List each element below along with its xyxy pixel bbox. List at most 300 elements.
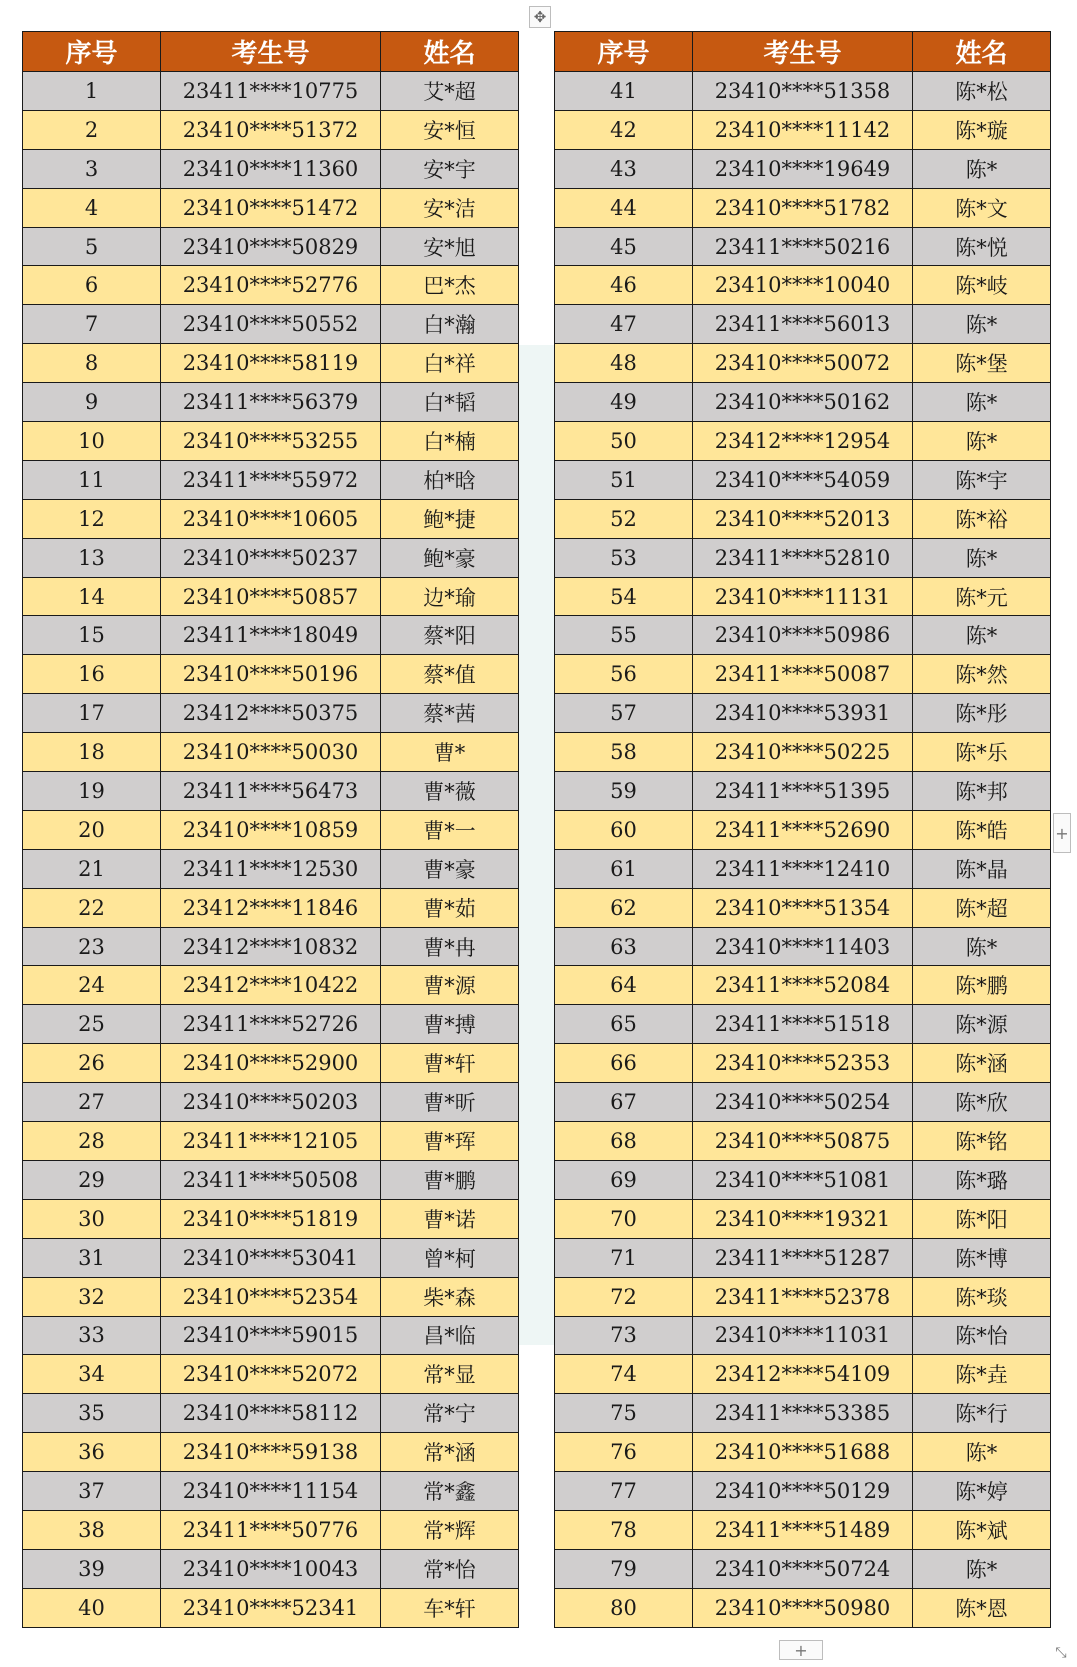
cell-exam-id: 23410****51081	[693, 1160, 913, 1199]
table-row	[23, 344, 519, 383]
cell-index: 58	[555, 733, 693, 772]
table-row	[555, 1316, 1051, 1355]
cell-exam-id: 23410****50980	[693, 1588, 913, 1627]
header-row	[555, 32, 1051, 72]
cell-exam-id: 23410****50072	[693, 344, 913, 383]
cell-name: 曹*冉	[381, 927, 519, 966]
cell-name: 蔡*值	[381, 655, 519, 694]
cell-exam-id: 23410****50552	[161, 305, 381, 344]
cell-index: 21	[23, 849, 161, 888]
cell-name: 陈*琰	[913, 1277, 1051, 1316]
cell-name: 陈*然	[913, 655, 1051, 694]
table-row	[23, 694, 519, 733]
cell-index: 46	[555, 266, 693, 305]
cell-exam-id: 23411****53385	[693, 1394, 913, 1433]
cell-name: 陈*婷	[913, 1472, 1051, 1511]
cell-index: 27	[23, 1083, 161, 1122]
table-row	[555, 422, 1051, 461]
cell-index: 40	[23, 1588, 161, 1627]
cell-index: 80	[555, 1588, 693, 1627]
header-row	[23, 32, 519, 72]
add-row-button[interactable]: +	[779, 1640, 823, 1660]
cell-exam-id: 23411****50087	[693, 655, 913, 694]
table-row	[23, 72, 519, 111]
cell-name: 陈*怡	[913, 1316, 1051, 1355]
cell-exam-id: 23410****10043	[161, 1549, 381, 1588]
cell-name: 昌*临	[381, 1316, 519, 1355]
cell-index: 41	[555, 72, 693, 111]
cell-exam-id: 23410****11403	[693, 927, 913, 966]
table-row	[555, 655, 1051, 694]
cell-name: 常*宁	[381, 1394, 519, 1433]
table-row	[555, 1044, 1051, 1083]
cell-name: 陈*欣	[913, 1083, 1051, 1122]
cell-exam-id: 23410****54059	[693, 460, 913, 499]
cell-exam-id: 23410****11154	[161, 1472, 381, 1511]
cell-name: 陈*	[913, 1549, 1051, 1588]
cell-name: 曹*鹏	[381, 1160, 519, 1199]
table-move-handle-icon[interactable]: ✥	[529, 6, 551, 28]
cell-exam-id: 23410****52013	[693, 499, 913, 538]
table-row	[555, 1238, 1051, 1277]
cell-index: 14	[23, 577, 161, 616]
cell-exam-id: 23410****51472	[161, 188, 381, 227]
table-row	[555, 538, 1051, 577]
cell-index: 70	[555, 1199, 693, 1238]
table-row	[23, 1355, 519, 1394]
cell-index: 73	[555, 1316, 693, 1355]
cell-exam-id: 23410****50857	[161, 577, 381, 616]
cell-exam-id: 23411****55972	[161, 460, 381, 499]
table-row	[555, 72, 1051, 111]
cell-name: 陈*超	[913, 888, 1051, 927]
cell-index: 28	[23, 1122, 161, 1161]
table-row	[555, 616, 1051, 655]
table-row	[555, 1005, 1051, 1044]
cell-index: 67	[555, 1083, 693, 1122]
cell-index: 45	[555, 227, 693, 266]
cell-exam-id: 23410****11131	[693, 577, 913, 616]
table-row	[23, 888, 519, 927]
cell-index: 61	[555, 849, 693, 888]
table-row	[555, 1160, 1051, 1199]
cell-index: 47	[555, 305, 693, 344]
cell-name: 曹*茹	[381, 888, 519, 927]
cell-name: 陈*	[913, 422, 1051, 461]
cell-exam-id: 23411****51287	[693, 1238, 913, 1277]
cell-exam-id: 23411****51489	[693, 1510, 913, 1549]
cell-index: 43	[555, 149, 693, 188]
cell-exam-id: 23410****19649	[693, 149, 913, 188]
cell-index: 39	[23, 1549, 161, 1588]
cell-index: 38	[23, 1510, 161, 1549]
table-row	[555, 227, 1051, 266]
table-row	[23, 655, 519, 694]
cell-index: 42	[555, 110, 693, 149]
cell-name: 陈*悦	[913, 227, 1051, 266]
cell-exam-id: 23410****52341	[161, 1588, 381, 1627]
cell-index: 75	[555, 1394, 693, 1433]
table-row	[555, 694, 1051, 733]
table-row	[23, 1083, 519, 1122]
table-row	[23, 810, 519, 849]
cell-exam-id: 23410****51688	[693, 1433, 913, 1472]
cell-index: 36	[23, 1433, 161, 1472]
cell-name: 陈*行	[913, 1394, 1051, 1433]
cell-exam-id: 23410****52353	[693, 1044, 913, 1083]
cell-name: 陈*	[913, 927, 1051, 966]
cell-index: 72	[555, 1277, 693, 1316]
cell-name: 常*鑫	[381, 1472, 519, 1511]
cell-exam-id: 23411****56013	[693, 305, 913, 344]
table-row	[555, 927, 1051, 966]
cell-exam-id: 23411****50508	[161, 1160, 381, 1199]
table-resize-handle-icon[interactable]: ⤡	[1055, 1645, 1067, 1661]
cell-index: 2	[23, 110, 161, 149]
table-row	[23, 577, 519, 616]
cell-name: 曹*一	[381, 810, 519, 849]
cell-index: 15	[23, 616, 161, 655]
cell-exam-id: 23410****52072	[161, 1355, 381, 1394]
cell-index: 37	[23, 1472, 161, 1511]
table-row	[23, 1510, 519, 1549]
cell-name: 巴*杰	[381, 266, 519, 305]
cell-exam-id: 23410****58112	[161, 1394, 381, 1433]
table-row	[23, 499, 519, 538]
table-row	[23, 188, 519, 227]
table-row	[555, 499, 1051, 538]
cell-exam-id: 23411****56473	[161, 772, 381, 811]
cell-exam-id: 23410****10040	[693, 266, 913, 305]
cell-index: 59	[555, 772, 693, 811]
header-name: 姓名	[913, 32, 1051, 72]
table-row	[555, 1355, 1051, 1394]
cell-name: 白*韬	[381, 383, 519, 422]
cell-index: 31	[23, 1238, 161, 1277]
cell-name: 陈*垚	[913, 1355, 1051, 1394]
table-row	[555, 1433, 1051, 1472]
cell-index: 16	[23, 655, 161, 694]
table-row	[555, 733, 1051, 772]
cell-exam-id: 23411****51395	[693, 772, 913, 811]
cell-index: 25	[23, 1005, 161, 1044]
table-row	[555, 1122, 1051, 1161]
cell-exam-id: 23411****50216	[693, 227, 913, 266]
cell-index: 8	[23, 344, 161, 383]
cell-name: 陈*堡	[913, 344, 1051, 383]
cell-name: 陈*博	[913, 1238, 1051, 1277]
cell-index: 3	[23, 149, 161, 188]
table-row	[23, 1588, 519, 1627]
cell-exam-id: 23411****50776	[161, 1510, 381, 1549]
cell-exam-id: 23411****18049	[161, 616, 381, 655]
cell-exam-id: 23410****50129	[693, 1472, 913, 1511]
cell-index: 23	[23, 927, 161, 966]
cell-exam-id: 23410****51358	[693, 72, 913, 111]
cell-exam-id: 23410****58119	[161, 344, 381, 383]
cell-exam-id: 23410****50225	[693, 733, 913, 772]
table-row	[555, 1588, 1051, 1627]
cell-index: 48	[555, 344, 693, 383]
cell-name: 曹*昕	[381, 1083, 519, 1122]
table-row	[555, 149, 1051, 188]
cell-name: 陈*皓	[913, 810, 1051, 849]
cell-name: 鲍*豪	[381, 538, 519, 577]
table-row	[23, 1277, 519, 1316]
cell-exam-id: 23411****52084	[693, 966, 913, 1005]
cell-index: 10	[23, 422, 161, 461]
cell-name: 安*恒	[381, 110, 519, 149]
cell-exam-id: 23410****50254	[693, 1083, 913, 1122]
table-row	[555, 888, 1051, 927]
cell-name: 陈*文	[913, 188, 1051, 227]
table-row	[23, 1394, 519, 1433]
cell-name: 曹*薇	[381, 772, 519, 811]
cell-name: 蔡*茜	[381, 694, 519, 733]
cell-exam-id: 23410****50829	[161, 227, 381, 266]
cell-exam-id: 23410****50030	[161, 733, 381, 772]
cell-index: 52	[555, 499, 693, 538]
table-row	[555, 266, 1051, 305]
table-row	[23, 110, 519, 149]
cell-exam-id: 23410****50724	[693, 1549, 913, 1588]
table-row	[23, 1199, 519, 1238]
cell-index: 77	[555, 1472, 693, 1511]
table-row	[555, 110, 1051, 149]
cell-index: 17	[23, 694, 161, 733]
cell-exam-id: 23411****52378	[693, 1277, 913, 1316]
cell-name: 曹*源	[381, 966, 519, 1005]
cell-index: 76	[555, 1433, 693, 1472]
cell-exam-id: 23412****54109	[693, 1355, 913, 1394]
cell-index: 9	[23, 383, 161, 422]
cell-exam-id: 23410****50875	[693, 1122, 913, 1161]
cell-exam-id: 23411****12410	[693, 849, 913, 888]
cell-exam-id: 23410****52776	[161, 266, 381, 305]
cell-index: 63	[555, 927, 693, 966]
cell-exam-id: 23410****10859	[161, 810, 381, 849]
cell-exam-id: 23410****59015	[161, 1316, 381, 1355]
cell-index: 51	[555, 460, 693, 499]
cell-index: 33	[23, 1316, 161, 1355]
cell-index: 5	[23, 227, 161, 266]
cell-name: 陈*彤	[913, 694, 1051, 733]
cell-exam-id: 23410****59138	[161, 1433, 381, 1472]
table-row	[555, 1510, 1051, 1549]
cell-index: 53	[555, 538, 693, 577]
cell-name: 边*瑜	[381, 577, 519, 616]
cell-exam-id: 23410****51782	[693, 188, 913, 227]
cell-index: 79	[555, 1549, 693, 1588]
cell-exam-id: 23412****10832	[161, 927, 381, 966]
table-row	[23, 966, 519, 1005]
cell-index: 57	[555, 694, 693, 733]
cell-name: 柴*森	[381, 1277, 519, 1316]
cell-index: 7	[23, 305, 161, 344]
cell-name: 安*洁	[381, 188, 519, 227]
header-exam-id: 考生号	[161, 32, 381, 72]
cell-exam-id: 23411****56379	[161, 383, 381, 422]
table-row	[555, 383, 1051, 422]
cell-name: 陈*邦	[913, 772, 1051, 811]
cell-exam-id: 23410****52354	[161, 1277, 381, 1316]
cell-index: 71	[555, 1238, 693, 1277]
cell-exam-id: 23410****10605	[161, 499, 381, 538]
cell-exam-id: 23410****51354	[693, 888, 913, 927]
cell-name: 曹*搏	[381, 1005, 519, 1044]
table-row	[555, 1199, 1051, 1238]
table-row	[23, 733, 519, 772]
table-row	[23, 1472, 519, 1511]
table-row	[23, 1160, 519, 1199]
cell-index: 74	[555, 1355, 693, 1394]
table-row	[555, 966, 1051, 1005]
cell-index: 44	[555, 188, 693, 227]
cell-name: 陈*宇	[913, 460, 1051, 499]
cell-name: 蔡*阳	[381, 616, 519, 655]
cell-index: 55	[555, 616, 693, 655]
cell-exam-id: 23410****51372	[161, 110, 381, 149]
cell-name: 陈*裕	[913, 499, 1051, 538]
table-row	[23, 1433, 519, 1472]
cell-name: 曹*诺	[381, 1199, 519, 1238]
cell-exam-id: 23410****50203	[161, 1083, 381, 1122]
cell-index: 66	[555, 1044, 693, 1083]
cell-name: 曹*珲	[381, 1122, 519, 1161]
cell-name: 常*涵	[381, 1433, 519, 1472]
cell-index: 20	[23, 810, 161, 849]
table-row	[555, 772, 1051, 811]
cell-name: 陈*	[913, 305, 1051, 344]
cell-index: 26	[23, 1044, 161, 1083]
cell-index: 29	[23, 1160, 161, 1199]
cell-index: 11	[23, 460, 161, 499]
cell-exam-id: 23411****51518	[693, 1005, 913, 1044]
cell-name: 陈*乐	[913, 733, 1051, 772]
roster-table-left	[22, 31, 519, 1628]
cell-name: 白*祥	[381, 344, 519, 383]
cell-name: 白*楠	[381, 422, 519, 461]
add-column-button[interactable]: +	[1053, 813, 1071, 853]
cell-name: 安*旭	[381, 227, 519, 266]
table-row	[23, 422, 519, 461]
cell-exam-id: 23410****50986	[693, 616, 913, 655]
table-row	[555, 188, 1051, 227]
table-row	[23, 1316, 519, 1355]
table-row	[23, 305, 519, 344]
cell-exam-id: 23410****11360	[161, 149, 381, 188]
cell-name: 陈*源	[913, 1005, 1051, 1044]
cell-index: 22	[23, 888, 161, 927]
cell-name: 陈*恩	[913, 1588, 1051, 1627]
table-row	[555, 577, 1051, 616]
table-row	[23, 266, 519, 305]
cell-name: 艾*超	[381, 72, 519, 111]
cell-index: 12	[23, 499, 161, 538]
cell-name: 常*怡	[381, 1549, 519, 1588]
cell-name: 常*显	[381, 1355, 519, 1394]
cell-index: 54	[555, 577, 693, 616]
cell-index: 78	[555, 1510, 693, 1549]
table-row	[555, 344, 1051, 383]
cell-index: 19	[23, 772, 161, 811]
table-row	[555, 460, 1051, 499]
cell-name: 陈*元	[913, 577, 1051, 616]
cell-index: 34	[23, 1355, 161, 1394]
cell-name: 陈*	[913, 538, 1051, 577]
table-row	[555, 1472, 1051, 1511]
header-name: 姓名	[381, 32, 519, 72]
cell-index: 68	[555, 1122, 693, 1161]
table-row	[555, 1277, 1051, 1316]
table-row	[23, 1122, 519, 1161]
cell-exam-id: 23412****50375	[161, 694, 381, 733]
table-row	[555, 1083, 1051, 1122]
table-row	[555, 810, 1051, 849]
cell-index: 50	[555, 422, 693, 461]
cell-name: 陈*	[913, 1433, 1051, 1472]
cell-name: 曹*豪	[381, 849, 519, 888]
cell-name: 陈*阳	[913, 1199, 1051, 1238]
cell-name: 鲍*捷	[381, 499, 519, 538]
cell-index: 4	[23, 188, 161, 227]
table-row	[23, 1044, 519, 1083]
cell-exam-id: 23411****10775	[161, 72, 381, 111]
cell-name: 陈*璐	[913, 1160, 1051, 1199]
cell-index: 65	[555, 1005, 693, 1044]
cell-exam-id: 23411****52726	[161, 1005, 381, 1044]
cell-name: 曾*柯	[381, 1238, 519, 1277]
cell-exam-id: 23411****52690	[693, 810, 913, 849]
cell-index: 6	[23, 266, 161, 305]
header-exam-id: 考生号	[693, 32, 913, 72]
table-row	[23, 772, 519, 811]
cell-index: 56	[555, 655, 693, 694]
table-row	[23, 1005, 519, 1044]
cell-name: 陈*铭	[913, 1122, 1051, 1161]
table-row	[23, 849, 519, 888]
cell-name: 安*宇	[381, 149, 519, 188]
cell-index: 69	[555, 1160, 693, 1199]
cell-exam-id: 23410****11031	[693, 1316, 913, 1355]
cell-exam-id: 23412****11846	[161, 888, 381, 927]
cell-name: 陈*	[913, 616, 1051, 655]
cell-index: 62	[555, 888, 693, 927]
cell-name: 陈*涵	[913, 1044, 1051, 1083]
cell-name: 陈*斌	[913, 1510, 1051, 1549]
cell-index: 18	[23, 733, 161, 772]
cell-name: 曹*轩	[381, 1044, 519, 1083]
cell-name: 陈*鹏	[913, 966, 1051, 1005]
table-row	[23, 227, 519, 266]
cell-name: 车*轩	[381, 1588, 519, 1627]
cell-index: 1	[23, 72, 161, 111]
cell-name: 陈*	[913, 149, 1051, 188]
header-index: 序号	[555, 32, 693, 72]
table-row	[23, 538, 519, 577]
table-row	[555, 1394, 1051, 1433]
table-row	[23, 383, 519, 422]
cell-exam-id: 23410****52900	[161, 1044, 381, 1083]
table-row	[23, 927, 519, 966]
cell-index: 32	[23, 1277, 161, 1316]
cell-exam-id: 23410****53041	[161, 1238, 381, 1277]
cell-name: 常*辉	[381, 1510, 519, 1549]
cell-name: 陈*松	[913, 72, 1051, 111]
header-index: 序号	[23, 32, 161, 72]
cell-exam-id: 23412****12954	[693, 422, 913, 461]
roster-table-right	[554, 31, 1051, 1628]
